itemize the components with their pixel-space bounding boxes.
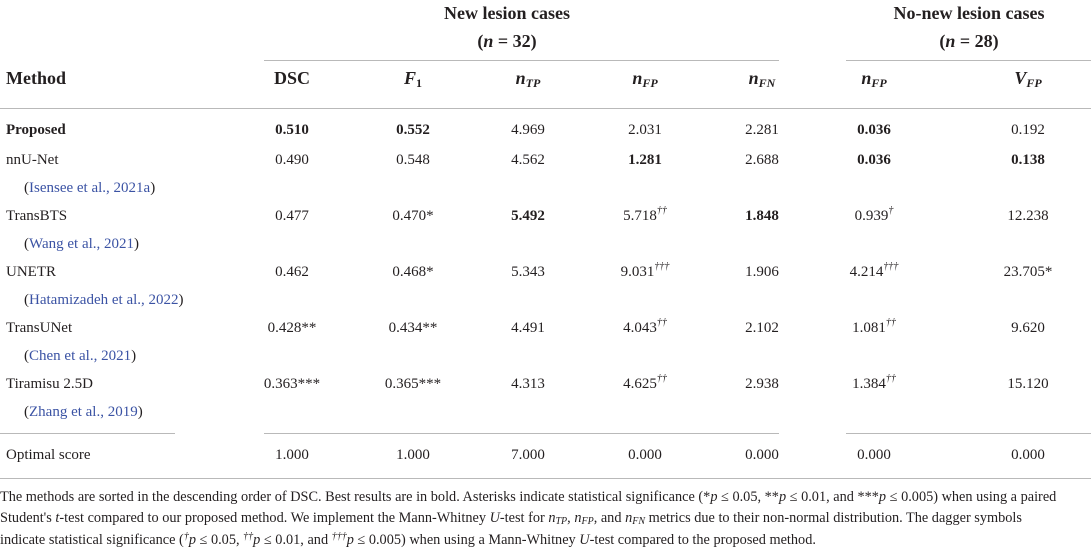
cell-dsc: 0.490: [275, 152, 309, 168]
cell-dsc: 0.363***: [263, 376, 321, 392]
dagger-marker: ††: [885, 317, 896, 328]
col-header-nfn: $n_{FN}$: [748, 68, 776, 90]
cell-dsc: 1.000: [275, 447, 309, 463]
method-citation[interactable]: (Chen et al., 2021): [24, 348, 137, 364]
method-name: Optimal score: [6, 447, 91, 463]
nonew-group-rule: [846, 433, 1091, 434]
group-rule-new: [264, 60, 779, 61]
cell-nfp: 5.718††: [623, 205, 667, 224]
cell-nfp2: 0.939†: [854, 205, 894, 224]
dagger-marker: †††: [654, 261, 670, 272]
footnote-line-2: Student's t-test compared to our proposed method. We implement the Mann-Whitney U-test for $n_{TP}$, $n_{FP}$, and $n_{FN}$ metrics due to their non-normal distribution. The dagger symbols: [0, 509, 1022, 527]
cell-vfp: 12.238: [1007, 208, 1049, 224]
cell-nfn: 2.938: [745, 376, 779, 392]
cell-nfp: 0.000: [628, 447, 662, 463]
group-header-new-lesion-n: (n = 32): [477, 31, 537, 51]
cell-nfp: 4.043††: [623, 317, 667, 336]
cell-vfp: 0.192: [1011, 122, 1045, 138]
cell-f1: 0.548: [396, 152, 430, 168]
dagger-marker: †††: [883, 261, 899, 272]
cell-ntp: 4.313: [511, 376, 545, 392]
cell-nfn: 0.000: [745, 447, 779, 463]
method-name: UNETR: [6, 264, 56, 280]
cell-nfp2: 0.036: [857, 152, 891, 168]
cell-vfp: 9.620: [1011, 320, 1045, 336]
dagger-marker: †: [888, 205, 894, 216]
cell-nfp2: 4.214†††: [849, 261, 899, 280]
cell-dsc: 0.477: [275, 208, 309, 224]
bottom-rule: [0, 478, 1091, 479]
cell-nfp: 4.625††: [623, 373, 667, 392]
cell-ntp: 5.492: [511, 208, 545, 224]
cell-nfn: 2.102: [745, 320, 779, 336]
col-header-vfp: $V_{FP}$: [1014, 68, 1042, 90]
cell-f1: 1.000: [396, 447, 430, 463]
cell-nfp2: 1.384††: [852, 373, 896, 392]
group-rule-nonew: [846, 60, 1091, 61]
dagger-marker: ††: [656, 317, 667, 328]
cell-f1: 0.468*: [392, 264, 434, 280]
new-group-rule: [264, 433, 779, 434]
cell-vfp: 0.138: [1011, 152, 1045, 168]
cell-dsc: 0.462: [275, 264, 309, 280]
cell-f1: 0.552: [396, 122, 430, 138]
cell-ntp: 5.343: [511, 264, 545, 280]
col-header-f1: $F_1$: [403, 68, 423, 90]
col-header-ntp: $n_{TP}$: [515, 68, 541, 90]
method-name: TransBTS: [6, 208, 68, 224]
method-name: Proposed: [6, 122, 66, 138]
group-header-new-lesion: New lesion cases: [444, 3, 570, 23]
footnote-line-1: The methods are sorted in the descending order of DSC. Best results are in bold. Asterisks indicate statistical significance (*p ≤ 0.05, **p ≤ 0.01, and ***p ≤ 0.005) when using a paired: [0, 489, 1057, 505]
cell-nfp2: 1.081††: [852, 317, 896, 336]
method-name: nnU-Net: [6, 152, 59, 168]
cell-nfn: 1.906: [745, 264, 779, 280]
cell-nfn: 2.688: [745, 152, 779, 168]
cell-f1: 0.434**: [388, 320, 438, 336]
header-rule: [0, 108, 1091, 109]
cell-ntp: 4.562: [511, 152, 545, 168]
dagger-marker: ††: [656, 373, 667, 384]
method-citation[interactable]: (Isensee et al., 2021a): [24, 180, 156, 196]
cell-f1: 0.365***: [384, 376, 442, 392]
col-header-dsc: DSC: [273, 68, 311, 88]
cell-nfn: 2.281: [745, 122, 779, 138]
cell-ntp: 4.491: [511, 320, 545, 336]
cell-nfn: 1.848: [745, 208, 779, 224]
group-header-no-new-lesion: No-new lesion cases: [893, 3, 1045, 23]
cell-vfp: 0.000: [1011, 447, 1045, 463]
cell-vfp: 15.120: [1007, 376, 1049, 392]
table-footnote: [0, 487, 1091, 551]
footnote-line-3: indicate statistical significance (†p ≤ 0.05, ††p ≤ 0.01, and †††p ≤ 0.005) when using a Mann-Whitney U-test compared to the proposed method.: [0, 531, 816, 548]
dagger-marker: ††: [885, 373, 896, 384]
method-rule: [0, 433, 175, 434]
cell-nfp: 1.281: [628, 152, 662, 168]
cell-nfp2: 0.000: [857, 447, 891, 463]
cell-dsc: 0.510: [275, 122, 309, 138]
method-citation[interactable]: (Wang et al., 2021): [24, 236, 140, 252]
method-name: Tiramisu 2.5D: [6, 376, 93, 392]
col-header-nfp: $n_{FP}$: [632, 68, 658, 90]
cell-vfp: 23.705*: [1003, 264, 1053, 280]
cell-ntp: 7.000: [511, 447, 545, 463]
group-header-no-new-lesion-n: (n = 28): [939, 31, 999, 51]
cell-ntp: 4.969: [511, 122, 545, 138]
method-citation[interactable]: (Zhang et al., 2019): [24, 404, 143, 420]
cell-nfp: 9.031†††: [620, 261, 670, 280]
cell-f1: 0.470*: [392, 208, 434, 224]
method-name: TransUNet: [6, 320, 73, 336]
col-header-nfp-nonew: $n_{FP}$: [861, 68, 887, 90]
cell-dsc: 0.428**: [267, 320, 317, 336]
cell-nfp: 2.031: [628, 122, 662, 138]
cell-nfp2: 0.036: [857, 122, 891, 138]
dagger-marker: ††: [656, 205, 667, 216]
method-citation[interactable]: (Hatamizadeh et al., 2022): [24, 292, 184, 308]
col-header-method: Method: [6, 68, 66, 88]
